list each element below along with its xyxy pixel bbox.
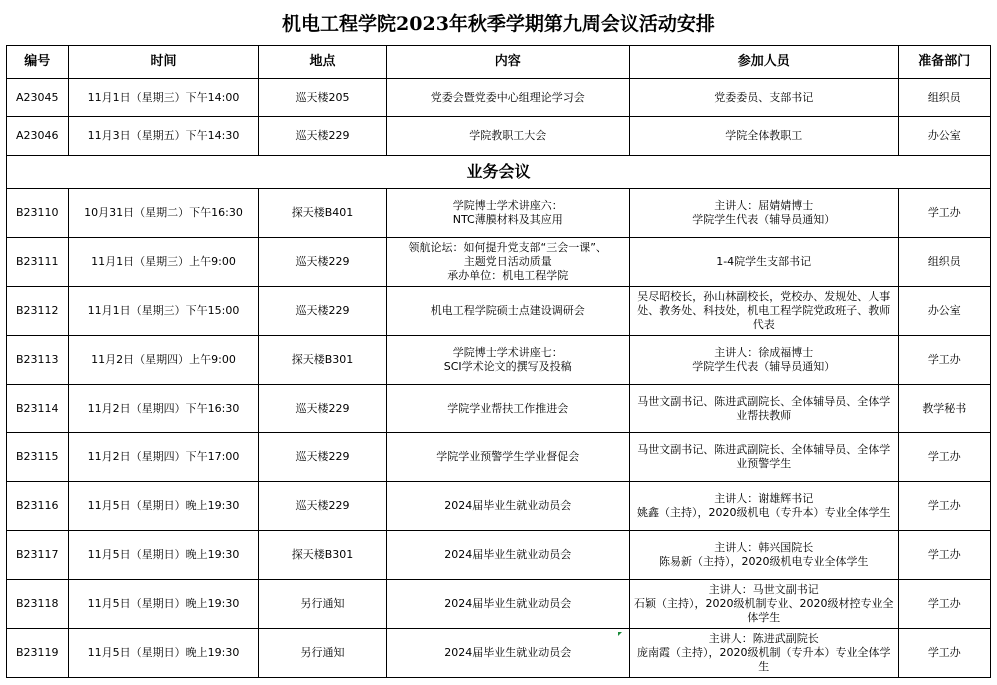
- cell-dept: 学工办: [898, 531, 990, 580]
- cell-id: B23112: [7, 286, 69, 335]
- schedule-table: [6, 45, 991, 678]
- cell-dept: 学工办: [898, 482, 990, 531]
- cell-content: 2024届毕业生就业动员会: [386, 580, 629, 629]
- cell-id: B23118: [7, 580, 69, 629]
- page-title: 机电工程学院2023年秋季学期第九周会议活动安排: [282, 13, 715, 35]
- cell-dept: 办公室: [898, 117, 990, 156]
- cell-id: B23117: [7, 531, 69, 580]
- cell-time: 10月31日（星期二）下午16:30: [68, 189, 259, 238]
- cell-place: 巡天楼229: [259, 117, 386, 156]
- table-row: [7, 117, 991, 156]
- cell-people: 主讲人：谢雄辉书记 姚鑫（主持），2020级机电（专升本）专业全体学生: [629, 482, 898, 531]
- cell-place: 巡天楼229: [259, 237, 386, 286]
- cell-content: 领航论坛：如何提升党支部“三会一课”、 主题党日活动质量 承办单位：机电工程学院: [386, 237, 629, 286]
- cell-place: 巡天楼229: [259, 286, 386, 335]
- header-content: 内容: [386, 46, 629, 79]
- cell-id: B23119: [7, 629, 69, 678]
- table-row: [7, 482, 991, 531]
- cell-time: 11月2日（星期四）上午9:00: [68, 335, 259, 384]
- cell-people: 党委委员、支部书记: [629, 79, 898, 117]
- cell-people: 主讲人：陈进武副院长 庞南霞（主持），2020级机制（专升本）专业全体学生: [629, 629, 898, 678]
- cell-place: 巡天楼205: [259, 79, 386, 117]
- cell-id: B23116: [7, 482, 69, 531]
- table-row: [7, 531, 991, 580]
- cell-people: 马世文副书记、陈进武副院长、全体辅导员、全体学业帮扶教师: [629, 384, 898, 433]
- cell-dept: 学工办: [898, 629, 990, 678]
- cell-time: 11月1日（星期三）下午15:00: [68, 286, 259, 335]
- cell-id: B23113: [7, 335, 69, 384]
- table-row: [7, 433, 991, 482]
- table-row: [7, 286, 991, 335]
- cell-dept: 教学秘书: [898, 384, 990, 433]
- section-title: 业务会议: [7, 156, 991, 189]
- cell-people: 主讲人：马世文副书记 石颖（主持），2020级机制专业、2020级材控专业全体学生: [629, 580, 898, 629]
- table-row: [7, 335, 991, 384]
- header-people: 参加人员: [629, 46, 898, 79]
- cell-content: 学院教职工大会: [386, 117, 629, 156]
- header-id: 编号: [7, 46, 69, 79]
- header-dept: 准备部门: [898, 46, 990, 79]
- cell-people: 主讲人：韩兴国院长 陈易新（主持），2020级机电专业全体学生: [629, 531, 898, 580]
- business-rows: [7, 189, 991, 678]
- cell-content: 党委会暨党委中心组理论学习会: [386, 79, 629, 117]
- cell-time: 11月3日（星期五）下午14:30: [68, 117, 259, 156]
- cell-time: 11月5日（星期日）晚上19:30: [68, 482, 259, 531]
- table-row: [7, 237, 991, 286]
- cell-dept: 组织员: [898, 237, 990, 286]
- header-row: [7, 46, 991, 79]
- cell-people: 1-4院学生支部书记: [629, 237, 898, 286]
- cell-content: 机电工程学院硕士点建设调研会: [386, 286, 629, 335]
- cell-dept: 学工办: [898, 433, 990, 482]
- cell-content: 学院学业帮扶工作推进会: [386, 384, 629, 433]
- cell-place: 巡天楼229: [259, 384, 386, 433]
- section-row: [7, 156, 991, 189]
- cell-dept: 学工办: [898, 189, 990, 238]
- cell-id: A23045: [7, 79, 69, 117]
- cell-place: 另行通知: [259, 580, 386, 629]
- cell-content: 2024届毕业生就业动员会: [386, 629, 629, 678]
- cell-dept: 学工办: [898, 580, 990, 629]
- cell-dept: 学工办: [898, 335, 990, 384]
- cell-content: 学院学业预警学生学业督促会: [386, 433, 629, 482]
- cell-time: 11月5日（星期日）晚上19:30: [68, 531, 259, 580]
- cell-people: 吴尽昭校长，孙山林副校长，党校办、发规处、人事处、教务处、科技处，机电工程学院党政班子、教师代表: [629, 286, 898, 335]
- cell-people: 马世文副书记、陈进武副院长、全体辅导员、全体学业预警学生: [629, 433, 898, 482]
- cell-content: 2024届毕业生就业动员会: [386, 531, 629, 580]
- table-row: [7, 629, 991, 678]
- cell-id: B23115: [7, 433, 69, 482]
- cell-time: 11月5日（星期日）晚上19:30: [68, 580, 259, 629]
- cell-id: B23111: [7, 237, 69, 286]
- cell-id: A23046: [7, 117, 69, 156]
- cell-comment-marker: [618, 632, 622, 636]
- cell-place: 探天楼B401: [259, 189, 386, 238]
- cell-dept: 组织员: [898, 79, 990, 117]
- table-row: [7, 79, 991, 117]
- cell-people: 主讲人：屈婧婧博士 学院学生代表（辅导员通知）: [629, 189, 898, 238]
- cell-content: 2024届毕业生就业动员会: [386, 482, 629, 531]
- cell-place: 探天楼B301: [259, 531, 386, 580]
- cell-content: 学院博士学术讲座七： SCI学术论文的撰写及投稿: [386, 335, 629, 384]
- cell-id: B23114: [7, 384, 69, 433]
- cell-content: 学院博士学术讲座六： NTC薄膜材料及其应用: [386, 189, 629, 238]
- header-time: 时间: [68, 46, 259, 79]
- cell-time: 11月1日（星期三）下午14:00: [68, 79, 259, 117]
- cell-time: 11月2日（星期四）下午16:30: [68, 384, 259, 433]
- cell-id: B23110: [7, 189, 69, 238]
- table-row: [7, 189, 991, 238]
- table-row: [7, 580, 991, 629]
- cell-place: 巡天楼229: [259, 433, 386, 482]
- cell-people: 主讲人：徐成福博士 学院学生代表（辅导员通知）: [629, 335, 898, 384]
- table-row: [7, 384, 991, 433]
- cell-dept: 办公室: [898, 286, 990, 335]
- cell-place: 巡天楼229: [259, 482, 386, 531]
- cell-time: 11月2日（星期四）下午17:00: [68, 433, 259, 482]
- cell-people: 学院全体教职工: [629, 117, 898, 156]
- cell-time: 11月5日（星期日）晚上19:30: [68, 629, 259, 678]
- cell-place: 另行通知: [259, 629, 386, 678]
- cell-place: 探天楼B301: [259, 335, 386, 384]
- header-place: 地点: [259, 46, 386, 79]
- cell-time: 11月1日（星期三）上午9:00: [68, 237, 259, 286]
